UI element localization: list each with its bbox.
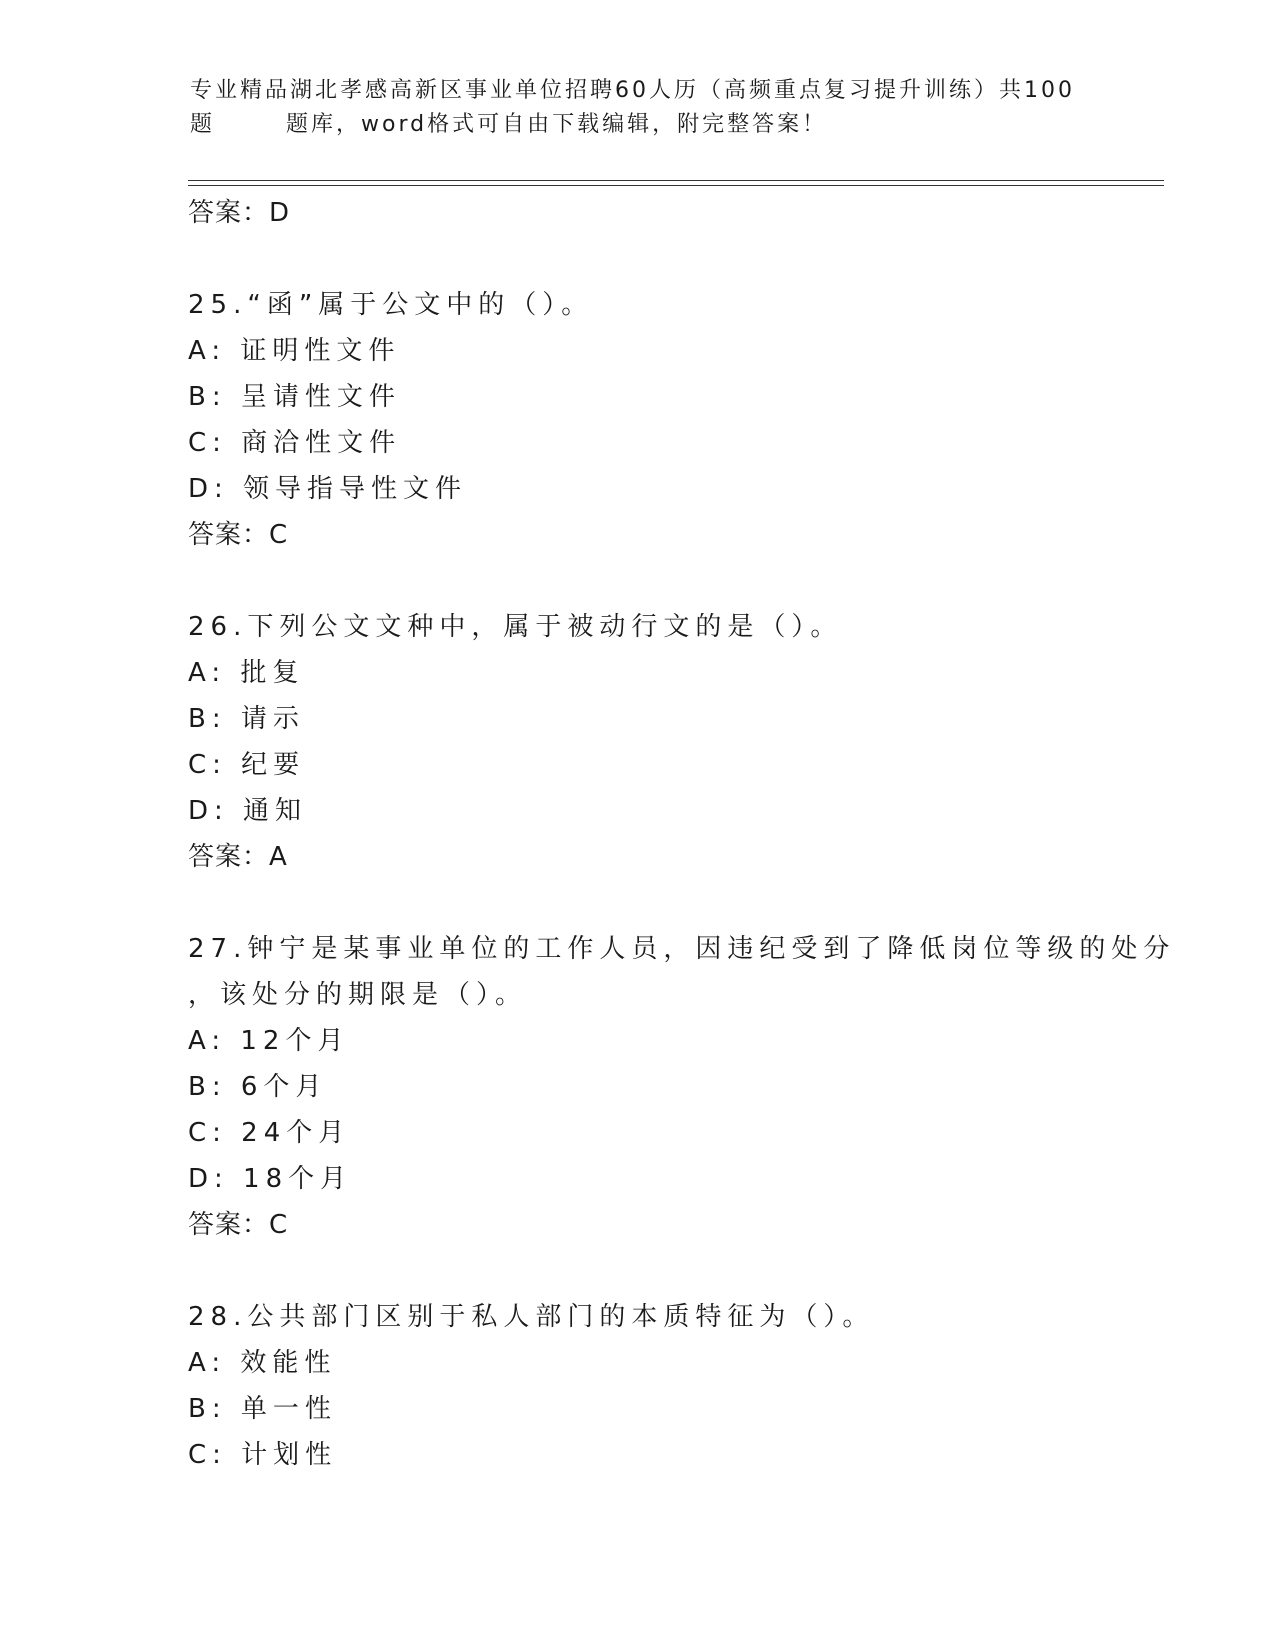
option-c: C: 24个月	[188, 1118, 351, 1148]
spacer	[188, 880, 1088, 926]
option-d: D: 通知	[188, 796, 308, 826]
answer: 答案：C	[188, 1210, 289, 1240]
spacer	[188, 1248, 1088, 1294]
header-title-line2	[190, 108, 1090, 142]
header-title-line2-left: 题	[190, 112, 216, 137]
option-b: B: 请示	[188, 704, 305, 734]
question-stem: 27.钟宁是某事业单位的工作人员，因违纪受到了降低岗位等级的处分	[188, 934, 1176, 964]
option-c: C: 计划性	[188, 1440, 338, 1470]
option-c: C: 商洽性文件	[188, 428, 402, 458]
header-title-line2-right: 题库，word格式可自由下载编辑，附完整答案！	[286, 112, 828, 137]
question-stem: 26.下列公文文种中，属于被动行文的是（）。	[188, 612, 843, 642]
option-b: B: 呈请性文件	[188, 382, 401, 412]
question-list	[188, 190, 1176, 1478]
spacer	[188, 558, 1088, 604]
question-block	[188, 1294, 1088, 1478]
option-d: D: 18个月	[188, 1164, 353, 1194]
spacer	[188, 236, 1088, 282]
header-title-line1: 专业精品湖北孝感高新区事业单位招聘60人历（高频重点复习提升训练）共100	[190, 78, 1075, 103]
document-header	[190, 74, 1090, 142]
question-stem-continued: ，该处分的期限是（）。	[188, 980, 528, 1010]
header-divider-top	[188, 180, 1164, 181]
option-c: C: 纪要	[188, 750, 306, 780]
question-block	[188, 926, 1176, 1248]
answer: 答案：A	[188, 842, 288, 872]
option-b: B: 单一性	[188, 1394, 337, 1424]
option-b: B: 6个月	[188, 1072, 328, 1102]
option-a: A: 证明性文件	[188, 336, 401, 366]
question-stem: 28.公共部门区别于私人部门的本质特征为（）。	[188, 1302, 875, 1332]
question-block	[188, 604, 1088, 880]
question-stem: 25.“函”属于公文中的（）。	[188, 290, 594, 320]
header-divider-bottom	[188, 185, 1164, 186]
option-a: A: 批复	[188, 658, 305, 688]
option-a: A: 12个月	[188, 1026, 350, 1056]
previous-answer: 答案：D	[188, 198, 291, 228]
option-d: D: 领导指导性文件	[188, 474, 468, 504]
question-block	[188, 282, 1088, 558]
answer: 答案：C	[188, 520, 289, 550]
option-a: A: 效能性	[188, 1348, 337, 1378]
